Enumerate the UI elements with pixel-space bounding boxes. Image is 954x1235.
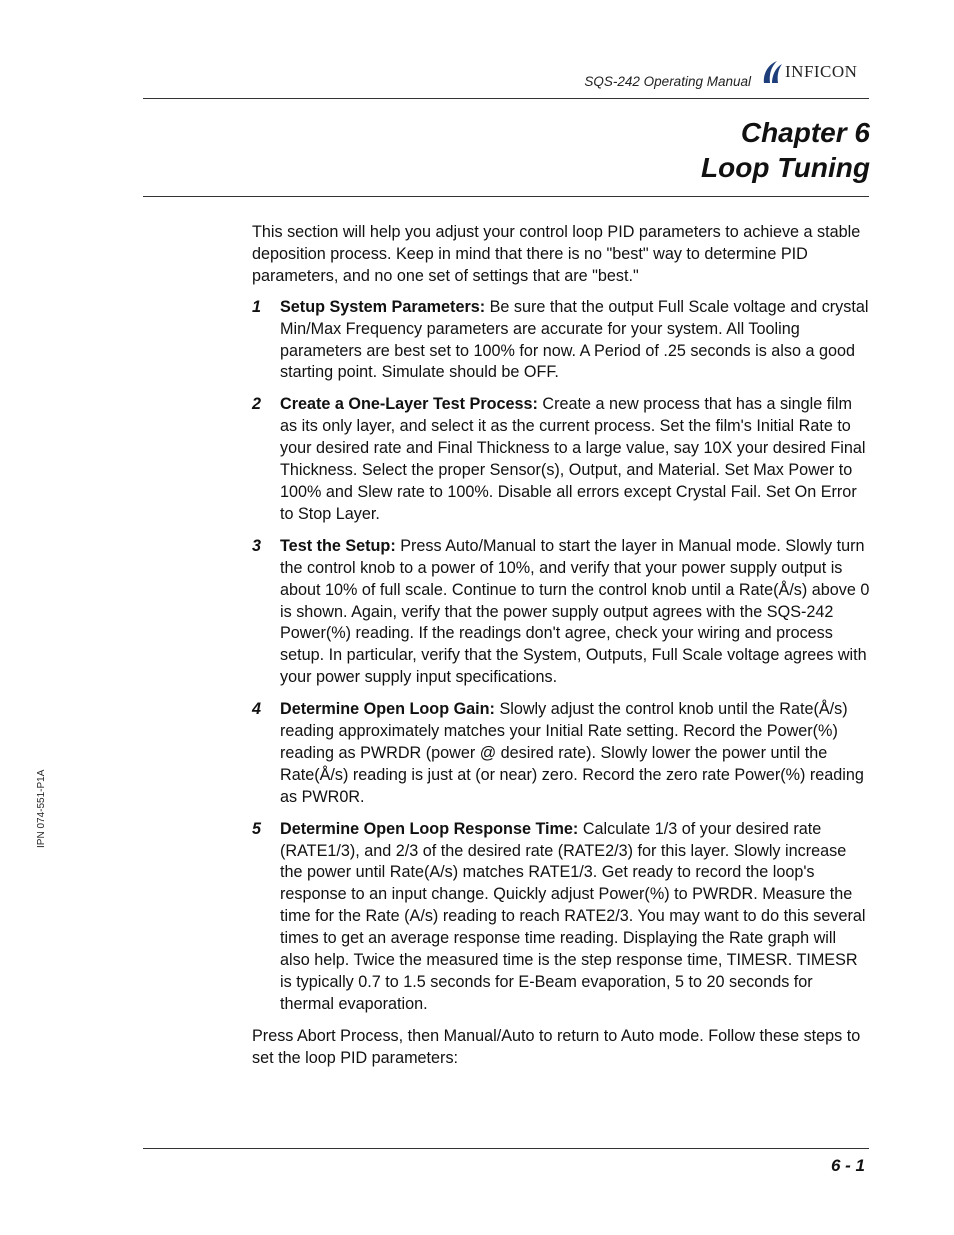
chapter-heading [400, 115, 870, 185]
footer-rule [143, 1148, 869, 1149]
step-number: 2 [252, 395, 262, 414]
manual-title: SQS-242 Operating Manual [584, 74, 751, 89]
logo-text: INFICON [785, 62, 858, 81]
inficon-logo-icon [760, 59, 784, 85]
step-title: Determine Open Loop Gain: [280, 700, 495, 719]
step-item [252, 297, 870, 385]
step-number: 4 [252, 700, 262, 719]
step-text: Create a new process that has a single film as its only layer, and select it as the current process. Set the film's Initial Rate to your desired rate and Final Thickness to a large value, say 10X your desired Final Thickness. Select the proper Sensor(s), Output, and Material. Set Max Power to 100% and Slew rate to 100%. Disable all errors except Crystal Fail. Set On Error to Stop Layer. [280, 395, 866, 523]
step-title: Test the Setup: [280, 536, 396, 555]
step-text: Calculate 1/3 of your desired rate (RATE1/3), and 2/3 of the desired rate (RATE2/3) for this layer. Slowly increase the power until Rate(A/s) matches RATE1/3. Get ready to record the loop's response to an input change. Quickly adjust Power(%) to PWRDR. Measure the time for the Rate (A/s) reading to reach RATE2/3. You may want to do this several times to get an average response time reading. Displaying the Rate graph will also help. Twice the measured time is the step response time, TIMESR. TIMESR is typically 0.7 to 1.5 seconds for E-Beam evaporation, 5 to 20 seconds for thermal evaporation. [280, 819, 866, 1013]
chapter-number: Chapter 6 [740, 117, 870, 148]
intro-paragraph: This section will help you adjust your control loop PID parameters to achieve a stable deposition process. Keep in mind that there is no "best" way to determine PID parameters, and no one set of settings that are "best." [252, 223, 861, 285]
body-content [252, 222, 870, 1070]
step-item [252, 699, 870, 809]
step-number: 3 [252, 536, 262, 555]
header-rule [143, 98, 869, 99]
step-item [252, 819, 870, 1016]
step-title: Setup System Parameters: [280, 297, 486, 316]
step-title: Determine Open Loop Response Time: [280, 819, 579, 838]
closing-paragraph: Press Abort Process, then Manual/Auto to return to Auto mode. Follow these steps to set the loop PID parameters: [252, 1026, 861, 1067]
step-item [252, 536, 870, 689]
chapter-rule [143, 196, 869, 197]
step-number: 5 [252, 819, 262, 838]
page-number: 6 - 1 [830, 1156, 865, 1175]
chapter-title: Loop Tuning [701, 152, 870, 183]
step-text: Press Auto/Manual to start the layer in Manual mode. Slowly turn the control knob to a power of 10%, and verify that your power supply output is about 10% of full scale. Continue to turn the control knob until a Rate(Å/s) above 0 is shown. Again, verify that the power supply output agrees with the SQS-242 Power(%) reading. If the readings don't agree, check your wiring and process setup. In particular, verify that the System, Outputs, Full Scale voltage agrees with your power supply input specifications. [280, 536, 870, 687]
step-title: Create a One-Layer Test Process: [280, 395, 538, 414]
document-id: IPN 074-551-P1A [36, 769, 47, 848]
step-text: Slowly adjust the control knob until the Rate(Å/s) reading approximately matches your Initial Rate setting. Record the Power(%) reading as PWRDR (power @ desired rate). Slowly lower the power until the Rate(Å/s) reading is just at (or near) zero. Record the zero rate Power(%) reading as PWR0R. [280, 700, 864, 806]
step-number: 1 [252, 297, 262, 316]
step-text: Be sure that the output Full Scale voltage and crystal Min/Max Frequency parameters are accurate for your system. All Tooling parameters are best set to 100% for now. A Period of .25 seconds is also a good starting point. Simulate should be OFF. [280, 297, 869, 382]
step-item [252, 394, 870, 525]
inficon-logo [760, 58, 875, 88]
